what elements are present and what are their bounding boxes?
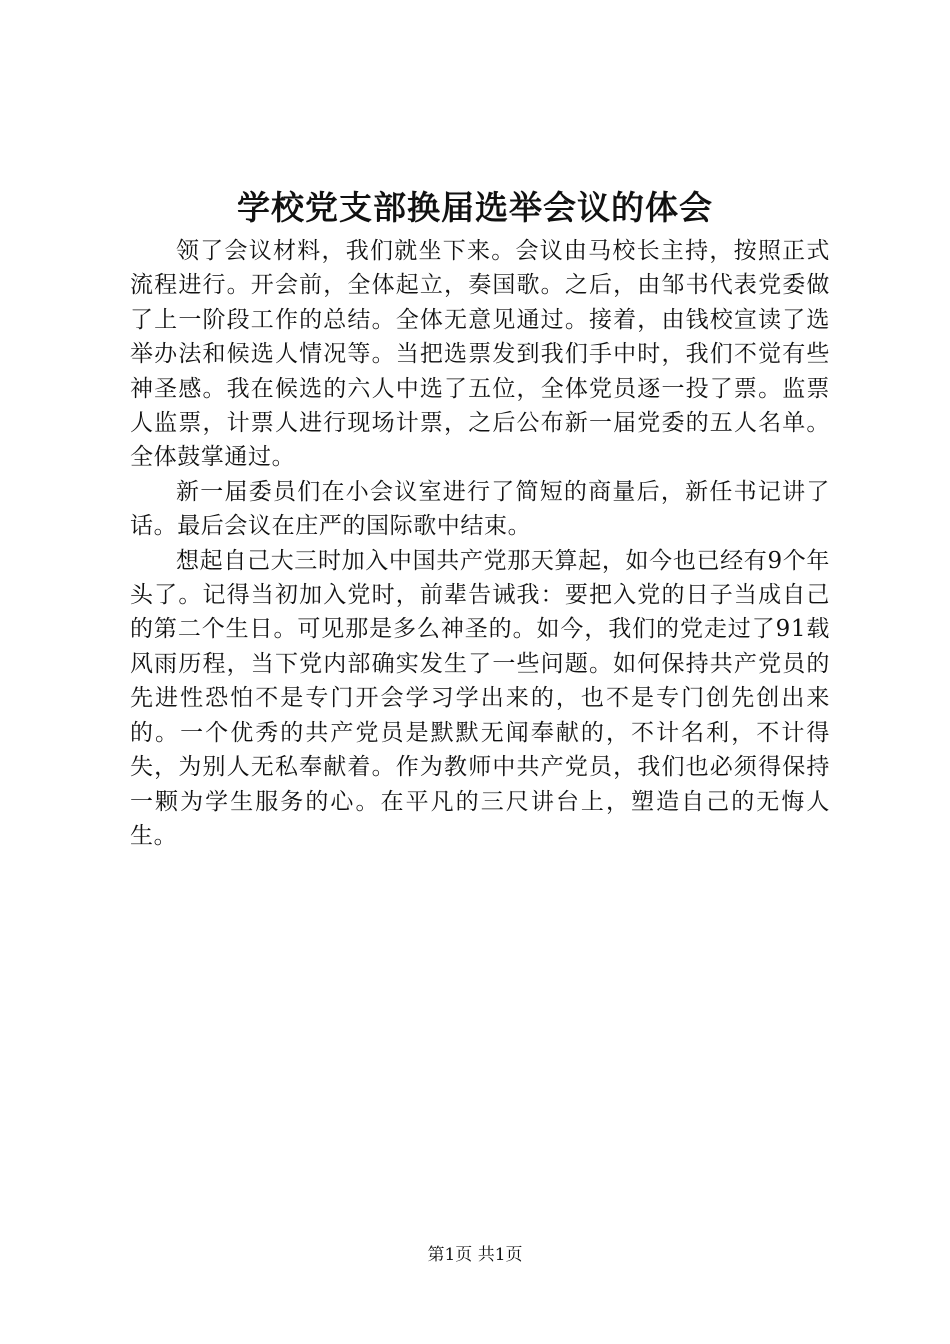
page-number: 第1页 — [427, 1245, 473, 1265]
document-title: 学校党支部换届选举会议的体会 — [237, 188, 713, 227]
paragraph-2: 新一届委员们在小会议室进行了简短的商量后，新任书记讲了话。最后会议在庄严的国际歌中结束。 — [130, 478, 830, 540]
total-pages: 共1页 — [477, 1245, 523, 1265]
paragraph-1: 领了会议材料，我们就坐下来。会议由马校长主持，按照正式流程进行。开会前，全体起立，奏国歌。之后，由邹书代表党委做了上一阶段工作的总结。全体无意见通过。接着，由钱校宣读了选举办法和候选人情况等。当把选票发到我们手中时，我们不觉有些神圣感。我在候选的六人中选了五位，全体党员逐一投了票。监票人监票，计票人进行现场计票，之后公布新一届党委的五人名单。全体鼓掌通过。 — [130, 238, 830, 471]
document-body — [130, 234, 830, 853]
page-footer — [0, 1243, 950, 1267]
paragraph-3: 想起自己大三时加入中国共产党那天算起，如今也已经有9个年头了。记得当初加入党时，前辈告诫我：要把入党的日子当成自己的第二个生日。可见那是多么神圣的。如今，我们的党走过了91载风雨历程，当下党内部确实发生了一些问题。如何保持共产党员的先进性恐怕不是专门开会学习学出来的，也不是专门创先创出来的。一个优秀的共产党员是默默无闻奉献的，不计名利，不计得失，为别人无私奉献着。作为教师中共产党员，我们也必须得保持一颗为学生服务的心。在平凡的三尺讲台上，塑造自己的无悔人生。 — [130, 547, 830, 849]
